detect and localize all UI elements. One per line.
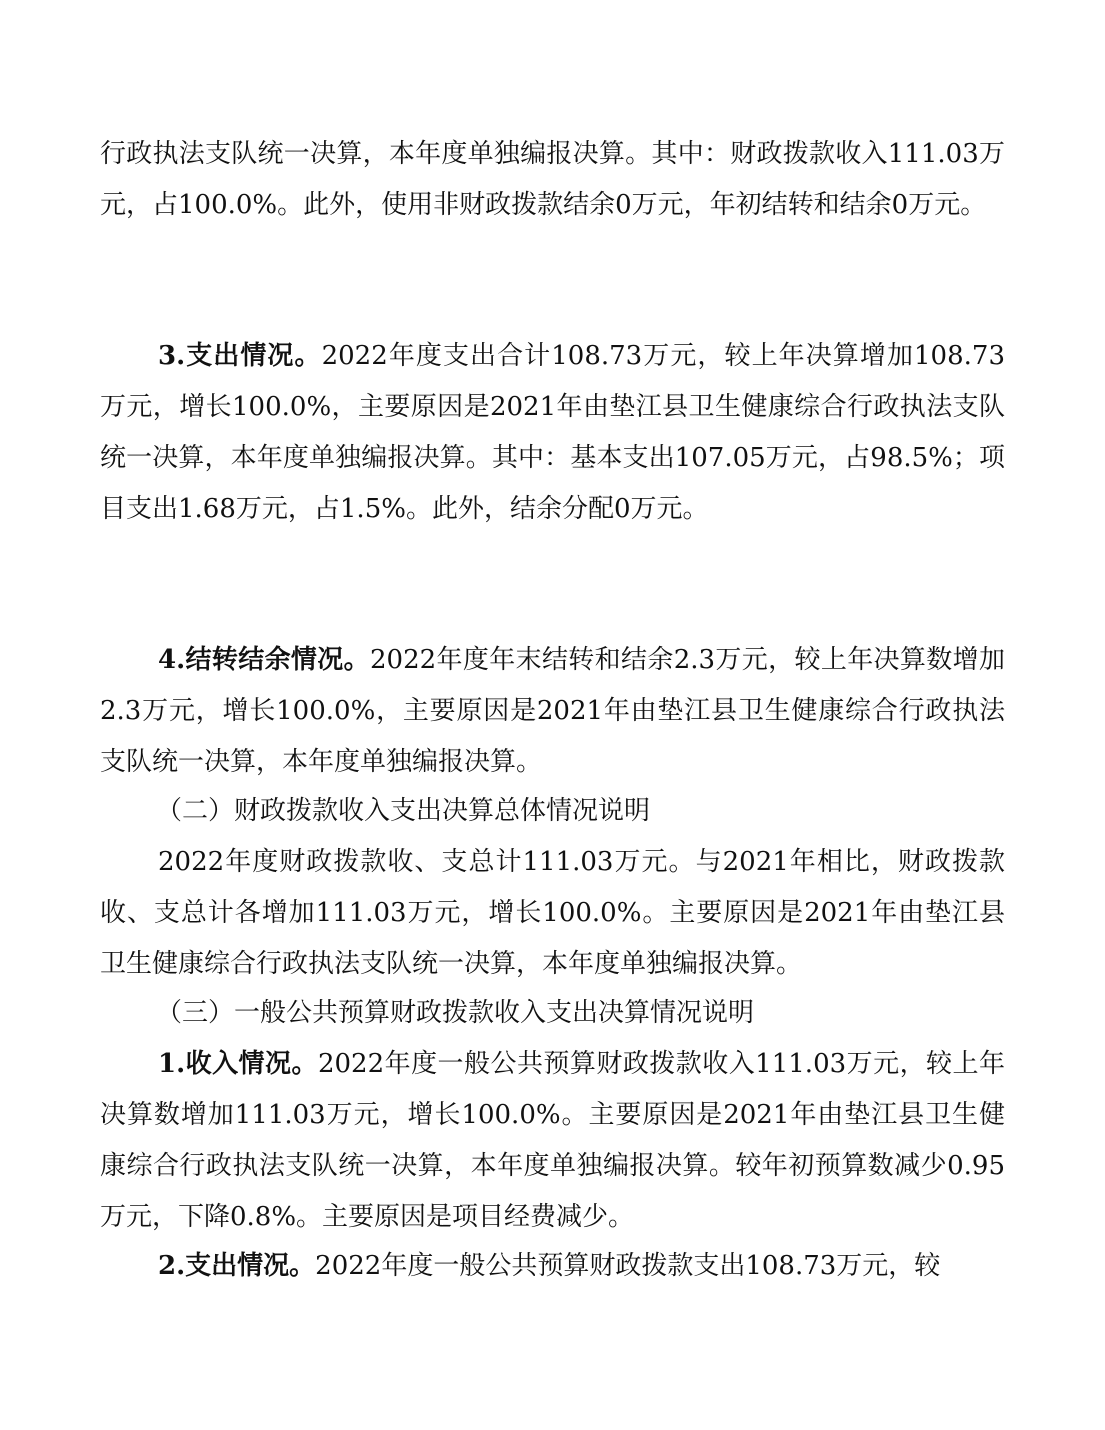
section-heading-fiscal-overall: （二）财政拨款收入支出决算总体情况说明 [156,796,651,826]
paragraph-text: 2022年度财政拨款收、支总计111.03万元。与2021年相比，财政拨款收、支总计各增加111.03万元，增长100.0%。主要原因是2021年由垫江县卫生健康综合行政执法支队统一决算，本年度单独编报决算。 [100,847,1005,979]
section-heading-general-budget: （三）一般公共预算财政拨款收入支出决算情况说明 [156,998,755,1028]
paragraph-expenditure [100,331,1005,535]
paragraph-lead: 2.支出情况。 [158,1251,316,1281]
paragraph-text: 2022年度支出合计108.73万元，较上年决算增加108.73万元，增长100.0%，主要原因是2021年由垫江县卫生健康综合行政执法支队统一决算，本年度单独编报决算。其中：基本支出107.05万元，占98.5%；项目支出1.68万元，占1.5%。此外，结余分配0万元。 [100,341,1005,524]
paragraph-general-budget-expenditure [100,1241,1005,1292]
paragraph-text: 2022年度年末结转和结余2.3万元，较上年决算数增加2.3万元，增长100.0%，主要原因是2021年由垫江县卫生健康综合行政执法支队统一决算，本年度单独编报决算。 [100,645,1005,777]
paragraph-fiscal-overall [100,837,1005,990]
paragraph-text: 2022年度一般公共预算财政拨款收入111.03万元，较上年决算数增加111.03万元，增长100.0%。主要原因是2021年由垫江县卫生健康综合行政执法支队统一决算，本年度单独编报决算。较年初预算数减少0.95万元，下降0.8%。主要原因是项目经费减少。 [100,1049,1005,1232]
paragraph-income-continuation [100,129,1005,231]
paragraph-text: 2022年度一般公共预算财政拨款支出108.73万元，较 [315,1251,941,1281]
paragraph-carryover-balance [100,635,1005,788]
paragraph-lead: 3.支出情况。 [158,341,322,371]
paragraph-general-budget-income [100,1039,1005,1243]
paragraph-lead: 4.结转结余情况。 [158,645,370,675]
paragraph-text: 行政执法支队统一决算，本年度单独编报决算。其中：财政拨款收入111.03万元，占100.0%。此外，使用非财政拨款结余0万元，年初结转和结余0万元。 [100,139,1005,220]
paragraph-lead: 1.收入情况。 [158,1049,318,1079]
